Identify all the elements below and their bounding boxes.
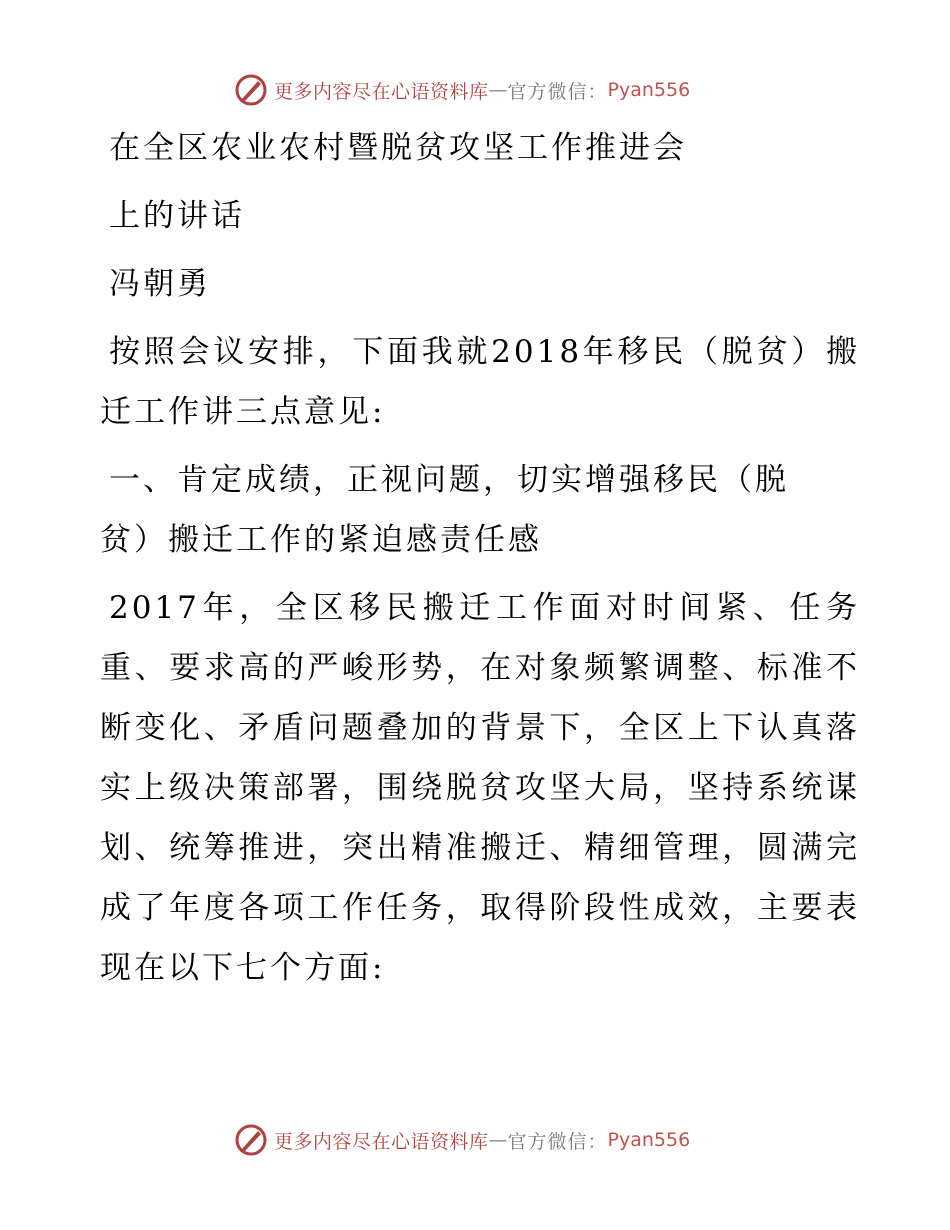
document-body [100, 118, 860, 1006]
author-name: 冯朝勇 [109, 266, 211, 302]
watermark-dash: — [488, 79, 508, 101]
section-1-body: 2017年，全区移民搬迁工作面对时间紧、任务重、要求高的严峻形势，在对象频繁调整、标准不断变化、矛盾问题叠加的背景下，全区上下认真落实上级决策部署，围绕脱贫攻坚大局，坚持系统谋划、统筹推进，突出精准搬迁、精细管理，圆满完成了年度各项工作任务，取得阶段性成效，主要表现在以下七个方面: [100, 590, 860, 986]
header-watermark [234, 70, 690, 110]
watermark-text: 更多内容尽在心语资料库 [274, 80, 489, 103]
watermark-official-label: 官方微信： [507, 1130, 608, 1153]
watermark-text: 更多内容尽在心语资料库 [274, 1130, 489, 1153]
title-line-2: 上的讲话 [109, 198, 245, 234]
section-1-heading: 一、肯定成绩，正视问题，切实增强移民（脱贫）搬迁工作的紧迫感责任感 [100, 462, 789, 558]
watermark-official-label: 官方微信： [507, 80, 608, 103]
watermark-wechat-id: Pyan556 [607, 79, 691, 101]
title-line-1: 在全区农业农村暨脱贫攻坚工作推进会 [109, 130, 687, 166]
quill-logo-icon [234, 1123, 268, 1157]
footer-watermark [234, 1120, 690, 1160]
watermark-dash: — [488, 1129, 508, 1151]
watermark-wechat-id: Pyan556 [607, 1129, 691, 1151]
intro-paragraph: 按照会议安排，下面我就2018年移民（脱贫）搬迁工作讲三点意见: [100, 334, 860, 430]
quill-logo-icon [234, 73, 268, 107]
